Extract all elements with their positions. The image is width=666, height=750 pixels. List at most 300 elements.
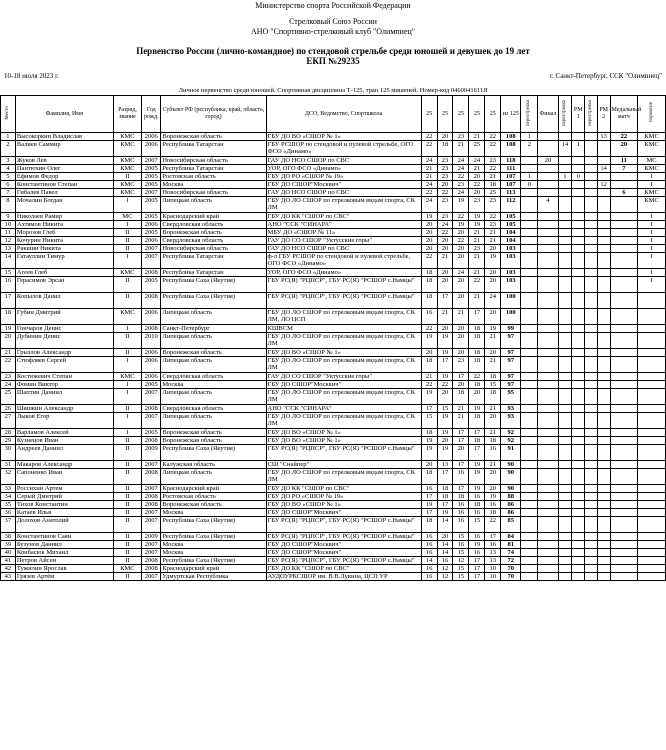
row-name: Агеев Глеб bbox=[15, 269, 113, 277]
row-shootoff-2 bbox=[558, 245, 572, 253]
row-year: 2008 bbox=[142, 565, 161, 573]
row-series-1: 18 bbox=[421, 517, 437, 533]
row-standard bbox=[638, 517, 666, 533]
row-final bbox=[538, 181, 558, 189]
row-shootoff bbox=[521, 237, 538, 245]
row-region: Липецкая область bbox=[161, 333, 266, 349]
row-year: 2008 bbox=[142, 557, 161, 565]
row-rm2 bbox=[597, 325, 610, 333]
row-series-4: 17 bbox=[469, 557, 485, 565]
row-shootoff bbox=[521, 517, 538, 533]
table-row bbox=[1, 517, 666, 533]
row-rm1 bbox=[572, 485, 585, 493]
row-total: 104 bbox=[501, 237, 521, 245]
row-series-3: 17 bbox=[453, 373, 469, 381]
row-total: 100 bbox=[501, 309, 521, 325]
row-rm1 bbox=[572, 469, 585, 485]
row-rm1 bbox=[572, 269, 585, 277]
row-series-4: 22 bbox=[469, 277, 485, 293]
row-region: Калужская область bbox=[161, 461, 266, 469]
table-row bbox=[1, 549, 666, 557]
row-shootoff-3 bbox=[585, 221, 598, 229]
table-row bbox=[1, 165, 666, 173]
row-place: 23 bbox=[1, 373, 16, 381]
row-series-4: 18 bbox=[469, 381, 485, 389]
row-shootoff-3 bbox=[585, 405, 598, 413]
row-series-1: 19 bbox=[421, 213, 437, 221]
row-medal-match bbox=[610, 253, 638, 269]
row-shootoff-3 bbox=[585, 213, 598, 221]
row-final bbox=[538, 517, 558, 533]
row-total: 70 bbox=[501, 565, 521, 573]
row-final bbox=[538, 469, 558, 485]
row-shootoff-3 bbox=[585, 549, 598, 557]
competition-place: г. Санкт-Петербург, ССК "Олимпиец" bbox=[549, 72, 662, 80]
row-series-4: 22 bbox=[469, 373, 485, 381]
row-rank: II bbox=[113, 485, 142, 493]
row-medal-match bbox=[610, 517, 638, 533]
row-shootoff-3 bbox=[585, 493, 598, 501]
results-body bbox=[1, 133, 666, 581]
row-rm2 bbox=[597, 173, 610, 181]
row-year: 2008 bbox=[142, 325, 161, 333]
row-rank: II bbox=[113, 405, 142, 413]
row-final bbox=[538, 165, 558, 173]
row-shootoff-3 bbox=[585, 189, 598, 197]
row-shootoff-3 bbox=[585, 309, 598, 325]
row-series-2: 20 bbox=[437, 325, 453, 333]
row-region: Москва bbox=[161, 541, 266, 549]
row-shootoff bbox=[521, 229, 538, 237]
row-series-1: 18 bbox=[421, 429, 437, 437]
row-org: ГАУ ДО СО СШОР "Уктусские горы" bbox=[266, 373, 421, 381]
row-final bbox=[538, 253, 558, 269]
row-shootoff-3 bbox=[585, 357, 598, 373]
row-total: 86 bbox=[501, 509, 521, 517]
row-year: 2005 bbox=[142, 181, 161, 189]
competition-title: Первенство России (лично-командное) по стендовой стрельбе среди юношей и девушек до 19 лет bbox=[136, 46, 530, 56]
row-year: 2005 bbox=[142, 277, 161, 293]
row-shootoff bbox=[521, 437, 538, 445]
row-total: 97 bbox=[501, 373, 521, 381]
row-region: Ростовская область bbox=[161, 493, 266, 501]
row-rank: II bbox=[113, 237, 142, 245]
row-rm1 bbox=[572, 237, 585, 245]
row-series-1: 20 bbox=[421, 245, 437, 253]
row-series-3: 19 bbox=[453, 221, 469, 229]
row-final bbox=[538, 293, 558, 309]
row-shootoff-2 bbox=[558, 213, 572, 221]
row-series-5: 16 bbox=[485, 445, 501, 461]
row-rm1 bbox=[572, 157, 585, 165]
row-series-5: 25 bbox=[485, 189, 501, 197]
row-series-1: 17 bbox=[421, 509, 437, 517]
row-series-5: 20 bbox=[485, 469, 501, 485]
row-series-3: 15 bbox=[453, 549, 469, 557]
row-name: Кочурин Никита bbox=[15, 237, 113, 245]
row-year: 2005 bbox=[142, 429, 161, 437]
row-medal-match bbox=[610, 181, 638, 189]
row-shootoff-3 bbox=[585, 229, 598, 237]
row-year: 2008 bbox=[142, 269, 161, 277]
row-org: ГАУ ДО НСО СШОР по СВС bbox=[266, 157, 421, 165]
row-shootoff-3 bbox=[585, 437, 598, 445]
col-series-1: 25 bbox=[421, 96, 437, 133]
row-series-3: 23 bbox=[453, 133, 469, 141]
row-shootoff bbox=[521, 381, 538, 389]
row-year: 2008 bbox=[142, 469, 161, 485]
row-medal-match bbox=[610, 573, 638, 581]
table-row bbox=[1, 461, 666, 469]
row-total: 111 bbox=[501, 165, 521, 173]
col-rm1: РМ 1 bbox=[572, 96, 585, 133]
row-series-5: 18 bbox=[485, 373, 501, 381]
row-shootoff-2 bbox=[558, 429, 572, 437]
row-shootoff-2 bbox=[558, 445, 572, 461]
row-org: ГБУ ДО СШОР"Москвич" bbox=[266, 541, 421, 549]
row-place: 24 bbox=[1, 381, 16, 389]
table-row bbox=[1, 485, 666, 493]
row-series-2: 14 bbox=[437, 541, 453, 549]
row-standard bbox=[638, 501, 666, 509]
row-region: Свердловская область bbox=[161, 373, 266, 381]
row-shootoff-2 bbox=[558, 493, 572, 501]
row-name: Конбасюк Михаил bbox=[15, 549, 113, 557]
row-series-4: 21 bbox=[469, 237, 485, 245]
row-shootoff-2 bbox=[558, 221, 572, 229]
row-series-2: 14 bbox=[437, 549, 453, 557]
row-series-2: 23 bbox=[437, 157, 453, 165]
row-shootoff-2 bbox=[558, 309, 572, 325]
row-series-2: 12 bbox=[437, 573, 453, 581]
row-region: Республика Саха (Якутия) bbox=[161, 557, 266, 565]
row-place: 12 bbox=[1, 237, 16, 245]
row-series-2: 16 bbox=[437, 557, 453, 565]
row-series-1: 22 bbox=[421, 253, 437, 269]
row-rm2 bbox=[597, 445, 610, 461]
row-series-1: 16 bbox=[421, 549, 437, 557]
row-region: Воронежская область bbox=[161, 229, 266, 237]
col-series-5: 25 bbox=[485, 96, 501, 133]
row-name: Шаптин Даниил bbox=[15, 389, 113, 405]
row-series-3: 23 bbox=[453, 181, 469, 189]
row-series-5: 21 bbox=[485, 357, 501, 373]
row-shootoff bbox=[521, 541, 538, 549]
table-header-row bbox=[1, 96, 666, 133]
row-shootoff bbox=[521, 469, 538, 485]
row-rank: II bbox=[113, 349, 142, 357]
row-series-1: 19 bbox=[421, 389, 437, 405]
row-rm1 bbox=[572, 541, 585, 549]
row-region: Москва bbox=[161, 381, 266, 389]
row-shootoff-2 bbox=[558, 197, 572, 213]
row-standard bbox=[638, 437, 666, 445]
row-rm2: 13 bbox=[597, 133, 610, 141]
row-medal-match bbox=[610, 221, 638, 229]
row-final bbox=[538, 325, 558, 333]
row-shootoff-2 bbox=[558, 381, 572, 389]
row-series-4: 24 bbox=[469, 157, 485, 165]
row-rm1 bbox=[572, 373, 585, 381]
row-series-3: 17 bbox=[453, 461, 469, 469]
table-row bbox=[1, 277, 666, 293]
row-shootoff-3 bbox=[585, 573, 598, 581]
row-series-3: 20 bbox=[453, 381, 469, 389]
row-series-1: 17 bbox=[421, 405, 437, 413]
row-standard bbox=[638, 469, 666, 485]
row-shootoff bbox=[521, 349, 538, 357]
row-final bbox=[538, 533, 558, 541]
row-series-2: 20 bbox=[437, 533, 453, 541]
row-org: УОР, ОГО ФСО «Динамо» bbox=[266, 269, 421, 277]
row-shootoff-2 bbox=[558, 501, 572, 509]
row-region: Республика Саха (Якутия) bbox=[161, 445, 266, 461]
row-rank: II bbox=[113, 549, 142, 557]
row-name: Андреев Даниил bbox=[15, 445, 113, 461]
row-total: 97 bbox=[501, 333, 521, 349]
row-series-2: 19 bbox=[437, 373, 453, 381]
row-medal-match bbox=[610, 373, 638, 381]
row-rank: II bbox=[113, 173, 142, 181]
row-place: 17 bbox=[1, 293, 16, 309]
row-shootoff bbox=[521, 277, 538, 293]
row-series-3: 22 bbox=[453, 213, 469, 221]
row-place: 15 bbox=[1, 269, 16, 277]
row-org: ГБУ ДО ВО «СШОР № 1» bbox=[266, 349, 421, 357]
row-total: 74 bbox=[501, 549, 521, 557]
row-org: ГАУ ДО НСО СШОР по СВС bbox=[266, 189, 421, 197]
row-series-4: 18 bbox=[469, 501, 485, 509]
row-org: ф-л ГБУ РСШОР по стендовой и пулевой стрельбе, ОГО ФСО «Динамо» bbox=[266, 253, 421, 269]
row-total: 91 bbox=[501, 445, 521, 461]
row-series-4: 20 bbox=[469, 173, 485, 181]
row-shootoff bbox=[521, 165, 538, 173]
row-rank: КМС bbox=[113, 133, 142, 141]
row-medal-match bbox=[610, 333, 638, 349]
row-standard: I bbox=[638, 213, 666, 221]
row-rm2 bbox=[597, 429, 610, 437]
row-year: 2008 bbox=[142, 293, 161, 309]
row-series-5: 13 bbox=[485, 557, 501, 565]
row-rm1 bbox=[572, 245, 585, 253]
row-standard: I bbox=[638, 245, 666, 253]
row-shootoff-3 bbox=[585, 541, 598, 549]
row-year: 2006 bbox=[142, 221, 161, 229]
row-final bbox=[538, 333, 558, 349]
row-standard: I bbox=[638, 253, 666, 269]
row-series-1: 18 bbox=[421, 277, 437, 293]
row-shootoff-2 bbox=[558, 133, 572, 141]
row-rm2 bbox=[597, 333, 610, 349]
row-rank: II bbox=[113, 509, 142, 517]
row-series-3: 20 bbox=[453, 245, 469, 253]
row-medal-match bbox=[610, 293, 638, 309]
row-series-4: 25 bbox=[469, 141, 485, 157]
row-shootoff-3 bbox=[585, 237, 598, 245]
row-org: ГБУ ДО ЛО СШОР по стрелковым видам спорта, СК ЛМ bbox=[266, 389, 421, 405]
row-shootoff-2 bbox=[558, 165, 572, 173]
row-total: 72 bbox=[501, 557, 521, 565]
row-series-3: 18 bbox=[453, 493, 469, 501]
row-series-1: 16 bbox=[421, 533, 437, 541]
row-series-5: 22 bbox=[485, 517, 501, 533]
table-row bbox=[1, 445, 666, 461]
row-year: 2005 bbox=[142, 197, 161, 213]
row-final bbox=[538, 229, 558, 237]
row-shootoff bbox=[521, 213, 538, 221]
row-region: Липецкая область bbox=[161, 413, 266, 429]
row-standard: КМС bbox=[638, 189, 666, 197]
row-final bbox=[538, 493, 558, 501]
row-standard: I bbox=[638, 173, 666, 181]
row-shootoff bbox=[521, 573, 538, 581]
row-series-2: 17 bbox=[437, 469, 453, 485]
table-row bbox=[1, 269, 666, 277]
row-org: ГБУ ДО КК "СШОР по СВС" bbox=[266, 213, 421, 221]
row-shootoff-2 bbox=[558, 349, 572, 357]
row-series-4: 22 bbox=[469, 181, 485, 189]
row-org: АУДОУРКСШОР им. В.В.Лукина, ЦСП УР bbox=[266, 573, 421, 581]
row-rm1 bbox=[572, 413, 585, 429]
row-rm1 bbox=[572, 189, 585, 197]
row-standard bbox=[638, 565, 666, 573]
row-rank: II bbox=[113, 277, 142, 293]
row-series-4: 16 bbox=[469, 493, 485, 501]
row-rm1 bbox=[572, 549, 585, 557]
row-total: 97 bbox=[501, 349, 521, 357]
row-shootoff-3 bbox=[585, 269, 598, 277]
row-total: 70 bbox=[501, 573, 521, 581]
row-rm2 bbox=[597, 245, 610, 253]
row-standard bbox=[638, 557, 666, 565]
row-year: 2006 bbox=[142, 357, 161, 373]
row-medal-match bbox=[610, 237, 638, 245]
row-standard: I bbox=[638, 221, 666, 229]
row-series-5: 13 bbox=[485, 549, 501, 557]
row-shootoff-2: 14 bbox=[558, 141, 572, 157]
row-series-3: 22 bbox=[453, 237, 469, 245]
row-series-1: 19 bbox=[421, 437, 437, 445]
row-year: 2006 bbox=[142, 237, 161, 245]
row-medal-match: 11 bbox=[610, 157, 638, 165]
row-region: Республика Саха (Якутия) bbox=[161, 277, 266, 293]
row-org: ГАУ ДО СО СШОР "Уктусские горы" bbox=[266, 237, 421, 245]
row-total: 103 bbox=[501, 245, 521, 253]
row-medal-match bbox=[610, 485, 638, 493]
row-shootoff-2 bbox=[558, 557, 572, 565]
row-year: 2010 bbox=[142, 333, 161, 349]
row-series-3: 21 bbox=[453, 405, 469, 413]
row-rank: I bbox=[113, 429, 142, 437]
row-year: 2007 bbox=[142, 549, 161, 557]
row-final bbox=[538, 277, 558, 293]
row-year: 2008 bbox=[142, 437, 161, 445]
row-rm1 bbox=[572, 445, 585, 461]
row-series-5: 20 bbox=[485, 413, 501, 429]
row-shootoff bbox=[521, 405, 538, 413]
row-medal-match bbox=[610, 213, 638, 221]
row-rm1 bbox=[572, 573, 585, 581]
row-place: 30 bbox=[1, 445, 16, 461]
row-shootoff bbox=[521, 389, 538, 405]
row-name: Петров Айсен bbox=[15, 557, 113, 565]
row-rm1 bbox=[572, 197, 585, 213]
row-series-2: 18 bbox=[437, 493, 453, 501]
row-region: Воронежская область bbox=[161, 133, 266, 141]
row-standard bbox=[638, 533, 666, 541]
row-medal-match: 22 bbox=[610, 133, 638, 141]
row-final bbox=[538, 437, 558, 445]
row-name: Губин Дмитрий bbox=[15, 309, 113, 325]
row-series-1: 21 bbox=[421, 173, 437, 181]
row-series-1: 19 bbox=[421, 445, 437, 461]
row-name: Ефимов Федор bbox=[15, 173, 113, 181]
row-shootoff-3 bbox=[585, 157, 598, 165]
row-shootoff bbox=[521, 221, 538, 229]
row-series-4: 20 bbox=[469, 389, 485, 405]
row-shootoff-2 bbox=[558, 573, 572, 581]
row-shootoff-2: 1 bbox=[558, 173, 572, 181]
row-place: 42 bbox=[1, 565, 16, 573]
row-medal-match bbox=[610, 541, 638, 549]
row-place: 2 bbox=[1, 141, 16, 157]
row-shootoff-2 bbox=[558, 437, 572, 445]
row-series-2: 22 bbox=[437, 381, 453, 389]
row-name: Константинов Саян bbox=[15, 533, 113, 541]
row-shootoff-3 bbox=[585, 373, 598, 381]
row-org: ГБУ ДО ВО «СШОР № 1» bbox=[266, 429, 421, 437]
row-total: 113 bbox=[501, 189, 521, 197]
row-rank: II bbox=[113, 517, 142, 533]
row-series-3: 16 bbox=[453, 541, 469, 549]
row-rank: КМС bbox=[113, 269, 142, 277]
row-series-5: 20 bbox=[485, 485, 501, 493]
row-total: 99 bbox=[501, 325, 521, 333]
row-year: 2006 bbox=[142, 133, 161, 141]
row-final bbox=[538, 445, 558, 461]
row-shootoff-3 bbox=[585, 253, 598, 269]
row-series-3: 24 bbox=[453, 165, 469, 173]
row-series-4: 18 bbox=[469, 333, 485, 349]
row-shootoff-2 bbox=[558, 485, 572, 493]
row-place: 29 bbox=[1, 437, 16, 445]
row-name: Ракшин Никита bbox=[15, 245, 113, 253]
row-total: 105 bbox=[501, 213, 521, 221]
row-series-3: 16 bbox=[453, 509, 469, 517]
row-shootoff-3 bbox=[585, 429, 598, 437]
row-standard bbox=[638, 309, 666, 325]
row-shootoff-3 bbox=[585, 277, 598, 293]
row-name: Тихов Константин bbox=[15, 501, 113, 509]
row-final bbox=[538, 405, 558, 413]
row-rank: II bbox=[113, 437, 142, 445]
row-org: ГАУ ДО НСО СШОР по СВС bbox=[266, 245, 421, 253]
row-org: ГБУ РС(Я) "РЦПСР", ГБУ РС(Я) "РСШОР с.Намцы" bbox=[266, 445, 421, 461]
row-series-1: 22 bbox=[421, 141, 437, 157]
table-row bbox=[1, 309, 666, 325]
row-final bbox=[538, 549, 558, 557]
row-medal-match bbox=[610, 349, 638, 357]
row-series-2: 20 bbox=[437, 277, 453, 293]
row-region: Краснодарский край bbox=[161, 565, 266, 573]
row-org: ГБУ ДО СШОР"Москвич" bbox=[266, 549, 421, 557]
row-name: Гибалев Павел bbox=[15, 189, 113, 197]
row-rank: КМС bbox=[113, 165, 142, 173]
row-year: 2007 bbox=[142, 157, 161, 165]
row-rm2 bbox=[597, 229, 610, 237]
row-series-4: 17 bbox=[469, 445, 485, 461]
row-shootoff-3 bbox=[585, 533, 598, 541]
